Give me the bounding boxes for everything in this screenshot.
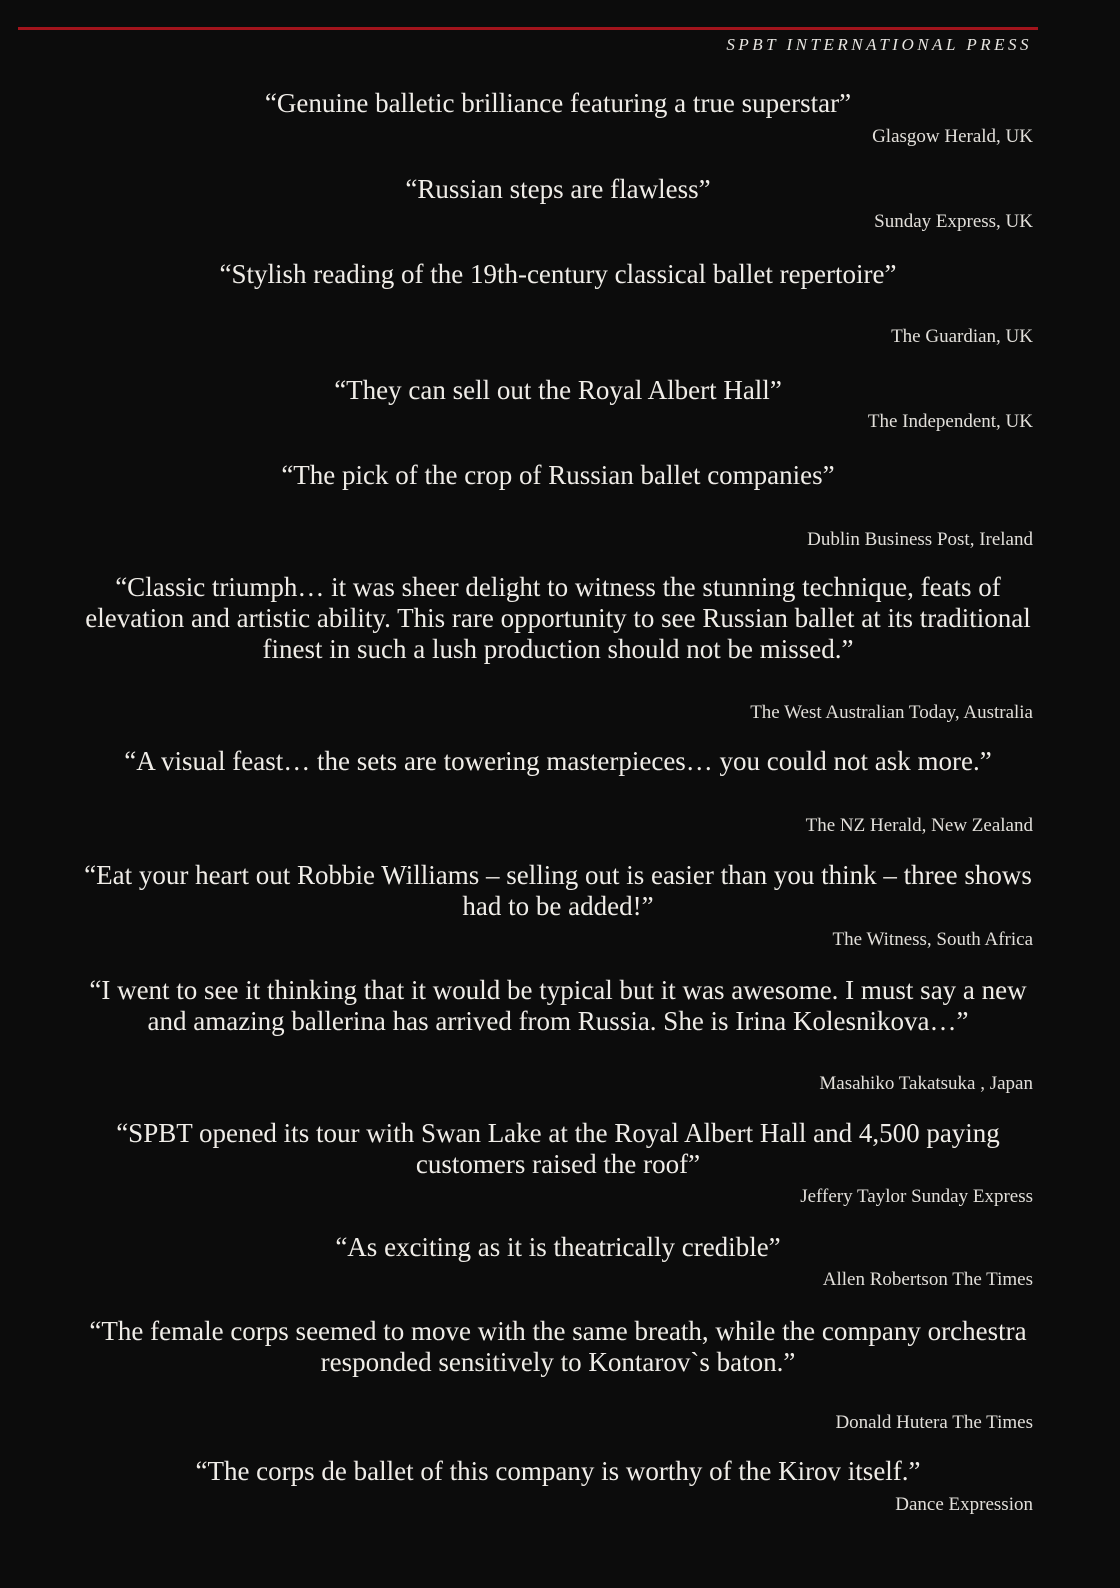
review-quote: “Genuine balletic brilliance featuring a true superstar”	[264, 88, 852, 118]
review-quote: “Stylish reading of the 19th-century classical ballet repertoire”	[219, 259, 897, 289]
review-source: Allen Robertson The Times	[822, 1269, 1033, 1290]
review-quote: “They can sell out the Royal Albert Hall”	[334, 375, 782, 405]
review-source: Dublin Business Post, Ireland	[807, 529, 1033, 550]
review-quote: “The female corps seemed to move with the same breath, while the company orchestra responded sensitively to Kontarov`s baton.”	[89, 1316, 1027, 1377]
review-source: Sunday Express, UK	[874, 211, 1033, 232]
review-source: Glasgow Herald, UK	[872, 126, 1033, 147]
review-quote: “The pick of the crop of Russian ballet companies”	[281, 460, 835, 490]
review-quote: “As exciting as it is theatrically credible”	[335, 1232, 781, 1262]
review-quote: “Russian steps are flawless”	[405, 174, 711, 204]
page-header: SPBT INTERNATIONAL PRESS	[726, 35, 1032, 54]
review-source: The West Australian Today, Australia	[750, 702, 1033, 723]
review-source: The Witness, South Africa	[832, 929, 1033, 950]
review-quote: “I went to see it thinking that it would be typical but it was awesome. I must say a new and amazing ballerina has arrived from Russia. She is Irina Kolesnikova…”	[89, 975, 1027, 1036]
review-quote: “A visual feast… the sets are towering masterpieces… you could not ask more.”	[124, 746, 992, 776]
review-source: Donald Hutera The Times	[835, 1412, 1033, 1433]
review-source: The NZ Herald, New Zealand	[805, 815, 1033, 836]
review-source: Jeffery Taylor Sunday Express	[800, 1186, 1033, 1207]
review-source: The Guardian, UK	[891, 326, 1033, 347]
top-red-rule	[18, 27, 1038, 30]
review-quote: “Eat your heart out Robbie Williams – selling out is easier than you think – three shows had to be added!”	[84, 860, 1032, 921]
review-quote: “Classic triumph… it was sheer delight to witness the stunning technique, feats of elevation and artistic ability. This rare opportunity to see Russian ballet at its traditional finest in such a lush production should not be missed.”	[85, 572, 1031, 664]
review-source: Dance Expression	[895, 1494, 1033, 1515]
review-quote: “The corps de ballet of this company is worthy of the Kirov itself.”	[195, 1456, 921, 1486]
review-source: Masahiko Takatsuka , Japan	[819, 1073, 1033, 1094]
review-quote: “SPBT opened its tour with Swan Lake at the Royal Albert Hall and 4,500 paying customers raised the roof”	[116, 1118, 1000, 1179]
review-source: The Independent, UK	[867, 411, 1033, 432]
